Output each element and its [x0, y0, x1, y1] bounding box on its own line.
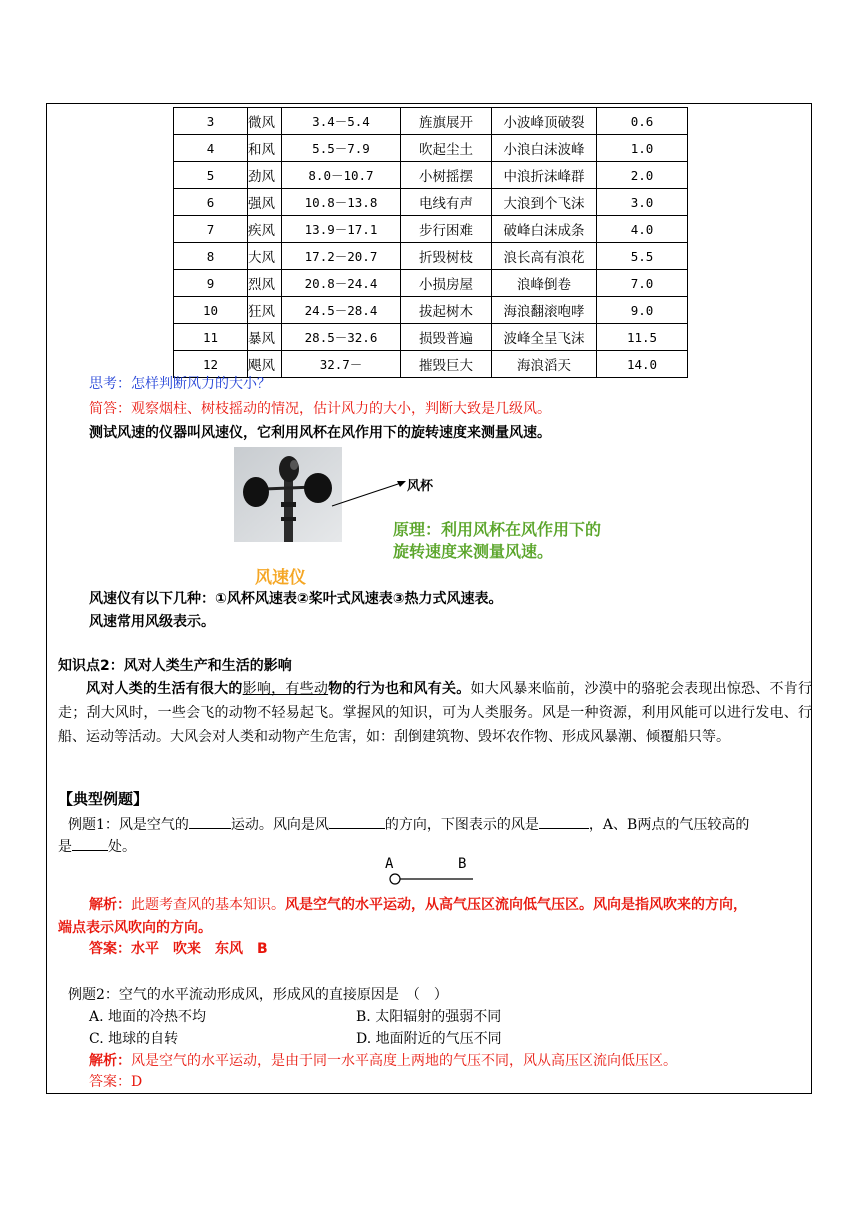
- anemometer-photo: [234, 447, 342, 542]
- cell-land-effect: 小树摇摆: [401, 162, 492, 189]
- cell-level: 11: [174, 324, 248, 351]
- cell-name: 劲风: [248, 162, 282, 189]
- cell-name: 狂风: [248, 297, 282, 324]
- example1-text-6: 处。: [108, 839, 136, 855]
- cell-name: 微风: [248, 108, 282, 135]
- analysis-normal: 此题考查风的基本知识。: [131, 897, 285, 913]
- cup-pointer-arrow: [330, 470, 410, 510]
- blank-2: [329, 814, 385, 829]
- knowledge-underlined: 影响，有些动: [242, 681, 329, 697]
- option-c: C. 地球的自转: [89, 1031, 179, 1047]
- anemometer-types: 风速仪有以下几种：①风杯风速表②桨叶式风速表③热力式风速表。: [89, 591, 503, 607]
- label-b: B: [458, 856, 467, 872]
- wind-diagram: [386, 872, 476, 886]
- cell-level: 6: [174, 189, 248, 216]
- cell-sea-effect: 海浪翻滚咆哮: [492, 297, 597, 324]
- table-row: [174, 297, 688, 324]
- brief-answer: 简答：观察烟柱、树枝摇动的情况，估计风力的大小，判断大致是几级风。: [89, 401, 551, 417]
- cell-speed: 3.4－5.4: [282, 108, 401, 135]
- cell-wave-height: 14.0: [597, 351, 688, 378]
- cup-label: 风杯: [407, 479, 434, 494]
- cell-land-effect: 损毁普遍: [401, 324, 492, 351]
- cell-speed: 13.9－17.1: [282, 216, 401, 243]
- cell-level: 9: [174, 270, 248, 297]
- cell-level: 12: [174, 351, 248, 378]
- blank-1: [189, 814, 231, 829]
- example2-question: 例题2：空气的水平流动形成风，形成风的直接原因是 （ ）: [68, 987, 448, 1003]
- example1-question: [68, 814, 749, 836]
- cell-wave-height: 1.0: [597, 135, 688, 162]
- cell-level: 8: [174, 243, 248, 270]
- example1-text-2: 运动。风向是风: [230, 817, 329, 833]
- cell-land-effect: 小损房屋: [401, 270, 492, 297]
- cell-speed: 8.0－10.7: [282, 162, 401, 189]
- option-a: A. 地面的冷热不均: [89, 1009, 207, 1025]
- examples-heading: 【典型例题】: [58, 790, 149, 808]
- table-row: [174, 135, 688, 162]
- cell-name: 强风: [248, 189, 282, 216]
- knowledge-bold-2: 物的行为也和风有关。: [328, 681, 471, 697]
- cell-speed: 17.2－20.7: [282, 243, 401, 270]
- table-row: [174, 216, 688, 243]
- cell-sea-effect: 中浪折沫峰群: [492, 162, 597, 189]
- cell-sea-effect: 浪峰倒卷: [492, 270, 597, 297]
- table-row: [174, 270, 688, 297]
- cell-wave-height: 0.6: [597, 108, 688, 135]
- example1-text-1: 例题1：风是空气的: [68, 817, 189, 833]
- knowledge-paragraph: [58, 677, 812, 749]
- cell-wave-height: 5.5: [597, 243, 688, 270]
- cell-name: 大风: [248, 243, 282, 270]
- example2-answer: 答案：D: [89, 1074, 143, 1090]
- blank-4: [72, 836, 108, 851]
- example1-text-3: 的方向，下图表示的风是: [384, 817, 539, 833]
- example1-answer: 答案：水平 吹来 东风 B: [89, 941, 268, 957]
- cell-speed: 20.8－24.4: [282, 270, 401, 297]
- table-row: [174, 324, 688, 351]
- cell-wave-height: 3.0: [597, 189, 688, 216]
- cell-sea-effect: 浪长高有浪花: [492, 243, 597, 270]
- knowledge-bold-1: 风对人类的生活有很大的: [86, 681, 243, 697]
- example1-question-line2: [58, 836, 136, 858]
- cell-sea-effect: 大浪到个飞沫: [492, 189, 597, 216]
- wind-level-line: 风速常用风级表示。: [89, 614, 215, 630]
- cell-sea-effect: 破峰白沫成条: [492, 216, 597, 243]
- example1-text-4: ，A、B两点的气压较高的: [588, 817, 750, 833]
- cell-level: 7: [174, 216, 248, 243]
- cell-sea-effect: 小波峰顶破裂: [492, 108, 597, 135]
- knowledge-rest: 如大风暴来临前，沙漠中的骆驼会表现出惊恐、不肯行走；刮大风时，一些会飞的动物不轻易起飞。掌握风的知识，可为人类服务。风是一种资源，利用风能可以进行发电、行船、运动等活动。大风会对人类和动物产生危害，如：刮倒建筑物、毁坏农作物、形成风暴潮、倾覆船只等。: [58, 681, 813, 745]
- cell-name: 烈风: [248, 270, 282, 297]
- blank-3: [539, 814, 589, 829]
- cell-level: 4: [174, 135, 248, 162]
- cell-land-effect: 摧毁巨大: [401, 351, 492, 378]
- cell-land-effect: 步行困难: [401, 216, 492, 243]
- principle-line2: 旋转速度来测量风速。: [393, 542, 554, 561]
- cell-land-effect: 吹起尘土: [401, 135, 492, 162]
- cell-speed: 28.5－32.6: [282, 324, 401, 351]
- example1-analysis: [89, 894, 747, 916]
- table-row: [174, 108, 688, 135]
- cell-name: 和风: [248, 135, 282, 162]
- cell-land-effect: 折毁树枝: [401, 243, 492, 270]
- option-d: D. 地面附近的气压不同: [356, 1031, 502, 1047]
- example1-analysis-line2: 端点表示风吹向的方向。: [58, 920, 212, 936]
- cell-name: 疾风: [248, 216, 282, 243]
- cell-land-effect: 电线有声: [401, 189, 492, 216]
- cell-land-effect: 拔起树木: [401, 297, 492, 324]
- cell-sea-effect: 海浪滔天: [492, 351, 597, 378]
- table-row: [174, 162, 688, 189]
- cell-level: 10: [174, 297, 248, 324]
- think-question: 思考：怎样判断风力的大小？: [89, 376, 271, 392]
- anemometer-intro: 测试风速的仪器叫风速仪，它利用风杯在风作用下的旋转速度来测量风速。: [89, 425, 551, 441]
- analysis-prefix: 解析：: [89, 897, 131, 913]
- cell-sea-effect: 波峰全呈飞沫: [492, 324, 597, 351]
- cell-name: 飓风: [248, 351, 282, 378]
- cell-wave-height: 9.0: [597, 297, 688, 324]
- example2-analysis: [89, 1050, 677, 1072]
- cell-level: 3: [174, 108, 248, 135]
- principle-line1: 原理：利用风杯在风作用下的: [393, 520, 602, 539]
- cell-wave-height: 11.5: [597, 324, 688, 351]
- cell-speed: 5.5－7.9: [282, 135, 401, 162]
- principle-text: [393, 519, 601, 563]
- analysis2-text: 风是空气的水平运动，是由于同一水平高度上两地的气压不同，风从高压区流向低压区。: [131, 1053, 677, 1069]
- cell-speed: 24.5－28.4: [282, 297, 401, 324]
- cell-sea-effect: 小浪白沫波峰: [492, 135, 597, 162]
- cell-speed: 10.8－13.8: [282, 189, 401, 216]
- wind-scale-table: [173, 107, 688, 378]
- cell-wave-height: 2.0: [597, 162, 688, 189]
- table-row: [174, 243, 688, 270]
- table-row: [174, 189, 688, 216]
- cell-wave-height: 7.0: [597, 270, 688, 297]
- knowledge-point-title: 知识点2：风对人类生产和生活的影响: [58, 658, 292, 674]
- label-a: A: [385, 856, 394, 872]
- cell-land-effect: 旌旗展开: [401, 108, 492, 135]
- analysis-bold: 风是空气的水平运动，从高气压区流向低气压区。风向是指风吹来的方向，: [285, 897, 747, 913]
- cell-wave-height: 4.0: [597, 216, 688, 243]
- analysis2-prefix: 解析：: [89, 1053, 131, 1069]
- cell-name: 暴风: [248, 324, 282, 351]
- cell-level: 5: [174, 162, 248, 189]
- example1-text-5: 是: [58, 839, 72, 855]
- figure-caption: 风速仪: [255, 568, 306, 588]
- cell-speed: 32.7－: [282, 351, 401, 378]
- option-b: B. 太阳辐射的强弱不同: [356, 1009, 502, 1025]
